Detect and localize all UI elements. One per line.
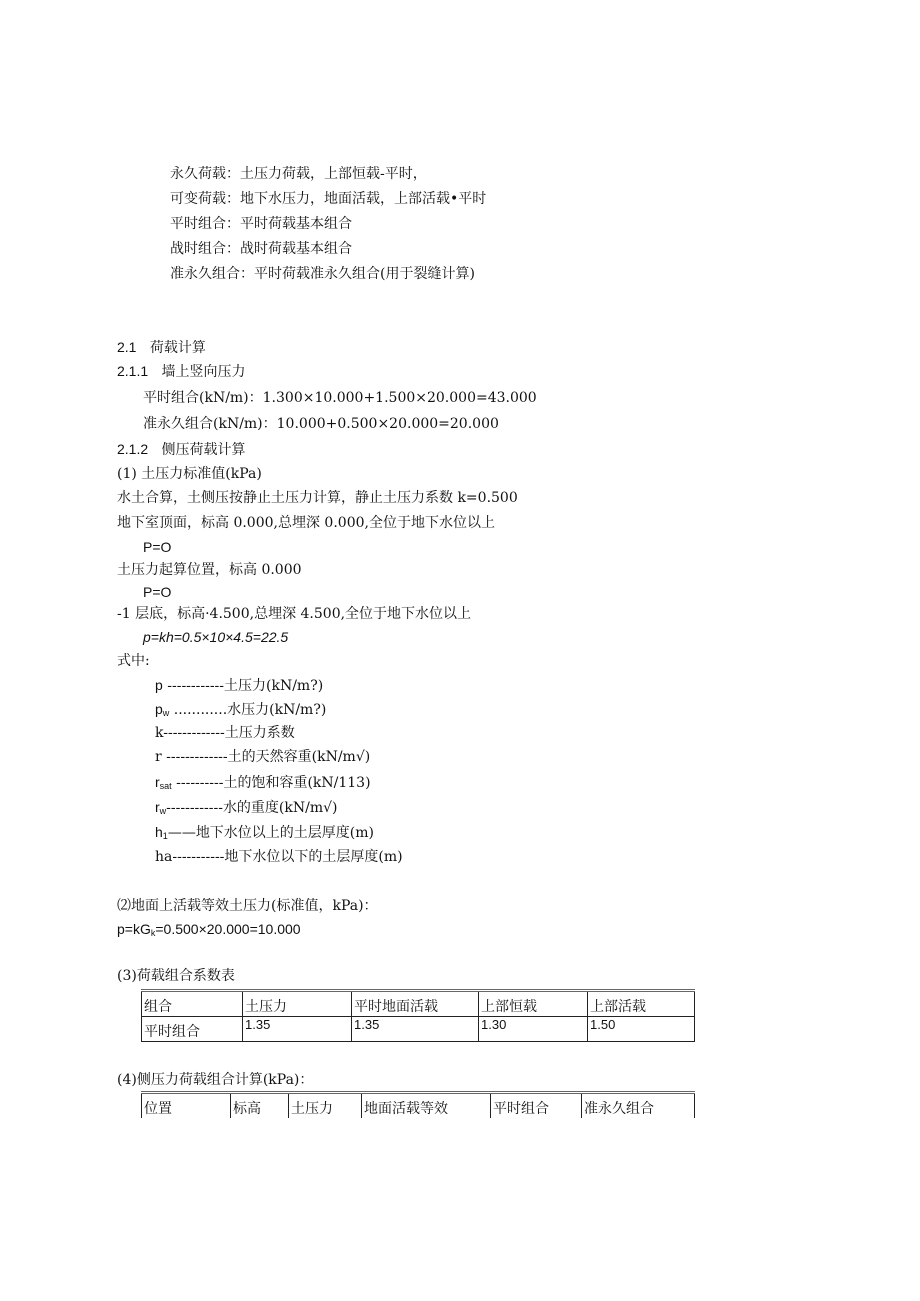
- table-header-row: [142, 1093, 695, 1119]
- section-number: 2.1: [117, 339, 137, 355]
- table-header-cell: 标高: [231, 1093, 289, 1119]
- live-load-formula: [117, 920, 301, 942]
- def-symbol: r: [155, 774, 160, 790]
- table-header-cell: 平时地面活载: [352, 991, 479, 1017]
- vertical-pressure-normal: 平时组合(kN/m)：1.300×10.000+1.500×20.000=43.000: [143, 390, 537, 406]
- def-h1: [155, 823, 374, 845]
- section-number: 2.1.2: [117, 441, 149, 457]
- intro-line-3: 平时组合：平时荷载基本组合: [170, 216, 352, 232]
- def-text: ----------土的饱和容重(kN/113): [171, 775, 371, 791]
- def-rsat: [155, 773, 371, 795]
- table-row: [142, 1017, 695, 1042]
- def-symbol: r: [155, 799, 160, 815]
- soil-pressure-line-5: P=O: [143, 584, 172, 600]
- def-r: r -------------土的天然容重(kN/m√): [155, 749, 371, 765]
- table-header-cell: 平时组合: [491, 1093, 582, 1119]
- table-cell: 1.30: [479, 1017, 588, 1042]
- section-2-1-heading: [117, 338, 206, 357]
- vertical-pressure-quasi-permanent: 准永久组合(kN/m)：10.000+0.500×20.000=20.000: [143, 416, 499, 432]
- def-text: ——地下水位以上的土层厚度(m): [167, 825, 375, 841]
- intro-line-5: 准永久组合：平时荷载准永久组合(用于裂缝计算): [170, 266, 475, 282]
- def-symbol: p: [155, 677, 163, 693]
- lateral-load-heading: (4)侧压力荷载组合计算(kPa)：: [117, 1072, 314, 1088]
- live-load-heading: ⑵地面上活载等效土压力(标准值，kPa)：: [117, 898, 378, 914]
- table-cell: 1.35: [243, 1017, 352, 1042]
- combination-table-heading: (3)荷载组合系数表: [117, 968, 235, 984]
- soil-pressure-heading: (1) 土压力标准值(kPa): [117, 466, 262, 482]
- formula-part: =0.500×20.000=10.000: [155, 921, 301, 937]
- soil-pressure-line-6: -1 层底，标高·4.500,总埋深 4.500,全位于地下水位以上: [117, 606, 472, 622]
- soil-pressure-line-2: 地下室顶面，标高 0.000,总埋深 0.000,全位于地下水位以上: [117, 515, 495, 531]
- table-header-cell: 准永久组合: [582, 1093, 695, 1119]
- section-2-1-1-heading: [117, 362, 246, 381]
- def-k: k-------------土压力系数: [155, 725, 295, 741]
- table-cell: 平时组合: [142, 1017, 243, 1042]
- table-header-cell: 组合: [142, 991, 243, 1017]
- table-header-cell: 土压力: [289, 1093, 362, 1119]
- section-title: 荷载计算: [149, 340, 206, 356]
- soil-pressure-line-1: 水土合算，土侧压按静止土压力计算，静止土压力系数 k=0.500: [117, 490, 518, 506]
- section-2-1-2-heading: [117, 440, 246, 459]
- soil-pressure-formula: p=kh=0.5×10×4.5=22.5: [143, 629, 289, 645]
- section-number: 2.1.1: [117, 363, 149, 379]
- def-pw: [155, 700, 326, 722]
- table-cell: 1.50: [588, 1017, 695, 1042]
- def-ha: ha-----------地下水位以下的土层厚度(m): [155, 849, 403, 865]
- soil-pressure-line-3: P=O: [143, 539, 172, 555]
- def-text: ------------水的重度(kN/m√): [166, 800, 338, 816]
- combination-coefficient-table: [141, 989, 695, 1042]
- table-header-cell: 上部活载: [588, 991, 695, 1017]
- intro-line-1: 永久荷载：土压力荷载，上部恒载-平时，: [170, 166, 427, 182]
- def-symbol: p: [155, 701, 163, 717]
- table-header-cell: 土压力: [243, 991, 352, 1017]
- def-p: [155, 676, 323, 695]
- intro-line-4: 战时组合：战时荷载基本组合: [170, 241, 352, 257]
- where-label: 式中:: [117, 653, 150, 669]
- table-header-cell: 上部恒载: [479, 991, 588, 1017]
- table-header-cell: 地面活载等效: [362, 1093, 491, 1119]
- lateral-load-table: [141, 1091, 695, 1118]
- def-subscript: 1: [162, 831, 168, 841]
- def-rw: [155, 798, 338, 820]
- def-subscript: w: [162, 708, 170, 718]
- def-subscript: sat: [159, 781, 172, 791]
- table-header-cell: 位置: [142, 1093, 231, 1119]
- formula-part: p=kG: [117, 921, 151, 937]
- intro-line-2: 可变荷载：地下水压力，地面活载，上部活载•平时: [170, 191, 487, 207]
- formula-subscript: k: [150, 928, 156, 938]
- table-header-row: [142, 991, 695, 1017]
- def-symbol: h: [155, 824, 163, 840]
- section-title: 墙上竖向压力: [161, 364, 246, 380]
- def-subscript: w: [159, 806, 167, 816]
- soil-pressure-line-4: 土压力起算位置，标高 0.000: [117, 562, 302, 578]
- section-title: 侧压荷载计算: [161, 442, 246, 458]
- def-text: ............水压力(kN/m?): [169, 702, 327, 718]
- def-text: ------------土压力(kN/m?): [162, 678, 324, 694]
- table-cell: 1.35: [352, 1017, 479, 1042]
